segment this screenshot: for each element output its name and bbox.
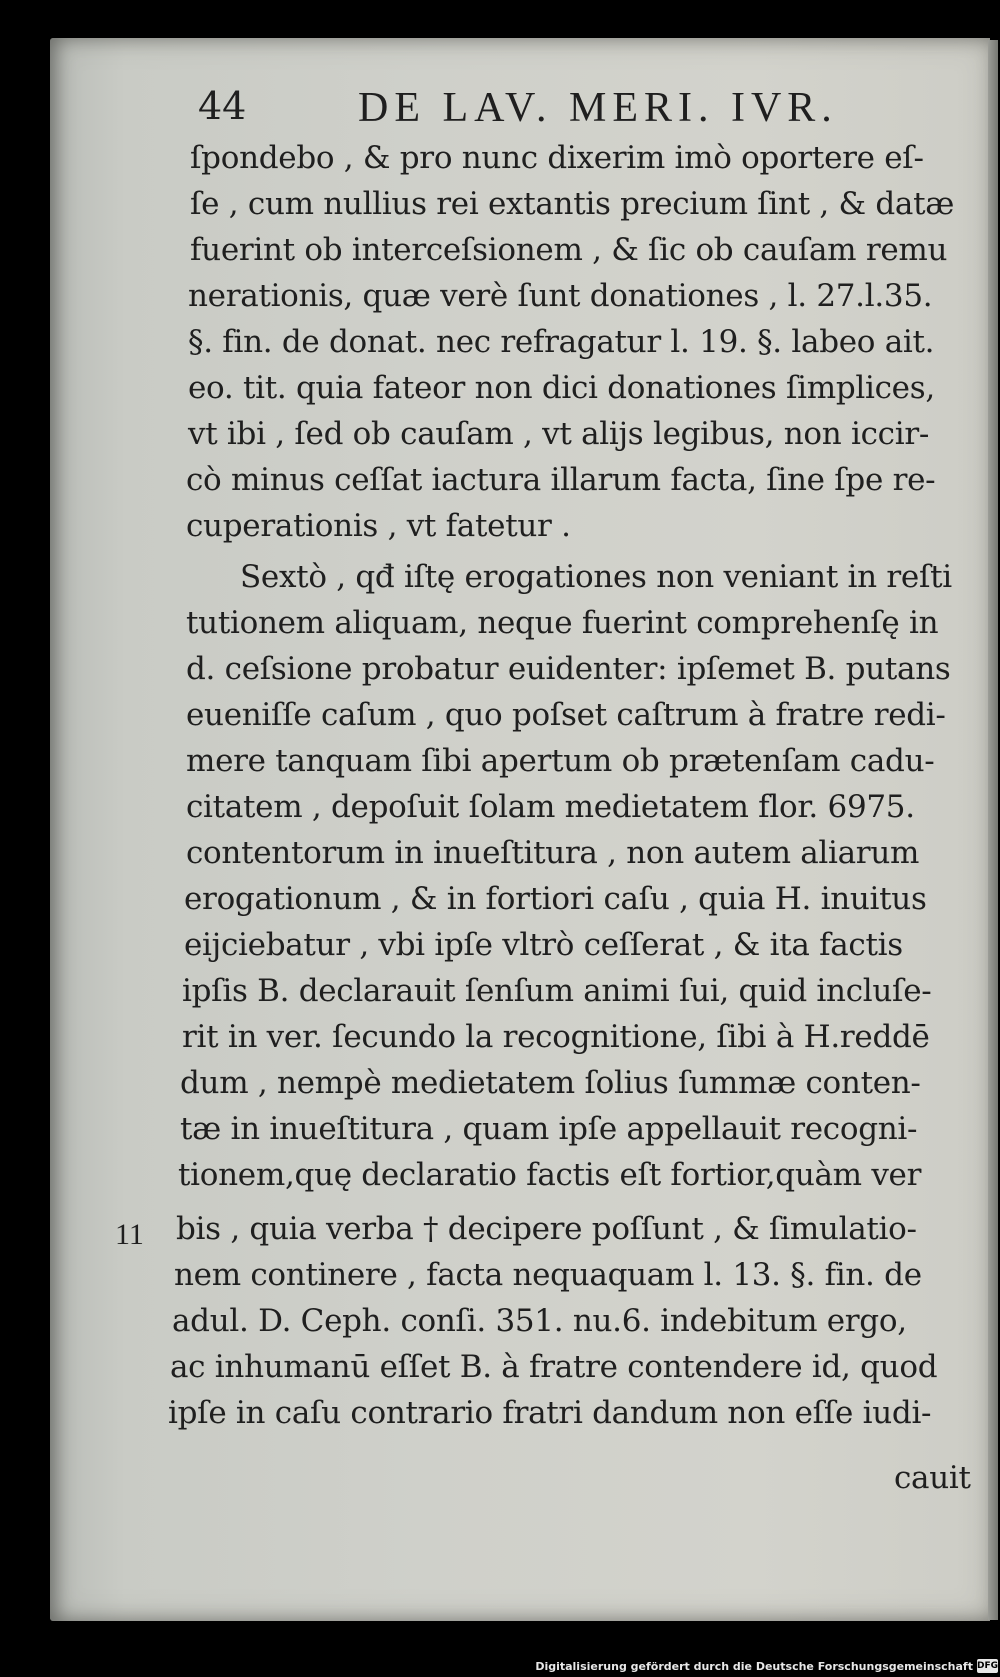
- text-line: nerationis, quæ verè ſunt donationes , l. 27.l.35.: [188, 278, 933, 314]
- margin-note-number: 11: [115, 1218, 144, 1251]
- text-line: citatem , depoſuit ſolam medietatem flor. 6975.: [186, 789, 915, 825]
- text-line: tionem,quę declaratio factis eſt fortior,quàm ver: [178, 1157, 922, 1193]
- text-line: tæ in inueſtitura , quam ipſe appellauit recogni-: [180, 1111, 918, 1147]
- page-number: 44: [198, 84, 247, 128]
- digitization-footer: [535, 1657, 998, 1675]
- text-line: nem continere , facta nequaquam l. 13. §. fin. de: [174, 1257, 922, 1293]
- text-line: bis , quia verba † decipere poſſunt , & ſimulatio-: [176, 1211, 917, 1247]
- text-line: cuperationis , vt fatetur .: [186, 508, 571, 544]
- text-line: Sextò , qđ iſtę erogationes non veniant in reſti: [240, 559, 952, 595]
- catchword: cauit: [894, 1460, 971, 1496]
- text-line: §. fin. de donat. nec refragatur l. 19. §. labeo ait.: [188, 324, 935, 360]
- funding-credit: Digitalisierung gefördert durch die Deutsche Forschungsgemeinschaft: [535, 1659, 973, 1673]
- text-line: d. ceſsione probatur euidenter: ipſemet B. putans: [186, 651, 951, 687]
- running-title: DE LAV. MERI. IVR.: [358, 85, 838, 131]
- dfg-logo: DFG: [976, 1661, 998, 1671]
- text-line: mere tanquam ſibi apertum ob prætenſam cadu-: [186, 743, 935, 779]
- text-line: eo. tit. quia fateor non dici donationes ſimplices,: [188, 370, 935, 406]
- text-line: contentorum in inueſtitura , non autem aliarum: [186, 835, 920, 871]
- text-line: erogationum , & in fortiori caſu , quia H. inuitus: [184, 881, 927, 917]
- text-line: rit in ver. ſecundo la recognitione, ſibi à H.reddē: [182, 1019, 930, 1055]
- text-line: ipſis B. declarauit ſenſum animi ſui, quid incluſe-: [182, 973, 932, 1009]
- text-line: ac inhumanū eſſet B. à fratre contendere id, quod: [170, 1349, 938, 1385]
- text-line: eueniſſe caſum , quo poſset caſtrum à fratre redi-: [186, 697, 946, 733]
- text-line: vt ibi , ſed ob cauſam , vt alijs legibus, non iccir-: [188, 416, 930, 452]
- text-line: eijciebatur , vbi ipſe vltrò ceſſerat , & ita factis: [184, 927, 903, 963]
- text-line: ſpondebo , & pro nunc dixerim imò oportere eſ-: [190, 140, 924, 176]
- text-line: ſe , cum nullius rei extantis precium ſint , & datæ: [190, 186, 955, 222]
- text-line: ipſe in caſu contrario fratri dandum non eſſe iudi-: [168, 1395, 932, 1431]
- text-line: dum , nempè medietatem ſolius ſummæ conten-: [180, 1065, 921, 1101]
- text-line: cò minus ceſſat iactura illarum facta, ſine ſpe re-: [186, 462, 936, 498]
- text-line: adul. D. Ceph. conſi. 351. nu.6. indebitum ergo,: [172, 1303, 907, 1339]
- text-line: tutionem aliquam, neque fuerint comprehenſę in: [186, 605, 939, 641]
- text-line: fuerint ob interceſsionem , & ſic ob cauſam remu: [190, 232, 948, 268]
